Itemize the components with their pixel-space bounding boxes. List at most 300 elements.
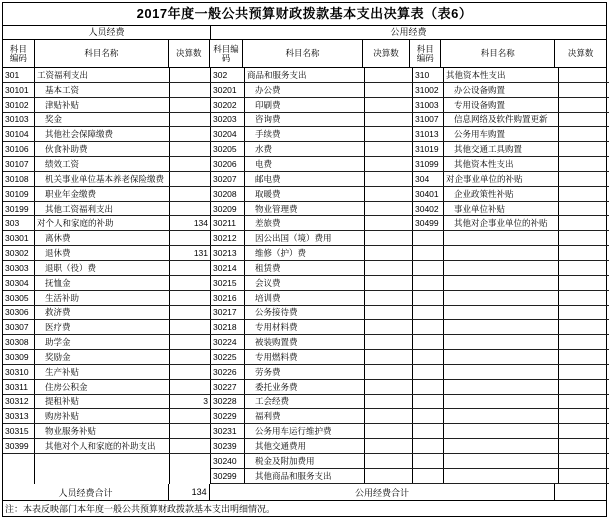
subject-name-cell: 办公费 xyxy=(245,83,365,97)
empty-filler-row xyxy=(3,454,211,484)
subject-code-cell: 30312 xyxy=(3,395,35,409)
subject-name-cell: 邮电费 xyxy=(245,172,365,186)
subject-name-cell: 物业管理费 xyxy=(245,202,365,216)
amount-cell xyxy=(170,142,211,156)
amount-cell xyxy=(365,113,413,127)
table-row xyxy=(211,380,413,395)
subject-code-cell: 30402 xyxy=(413,202,444,216)
table-row xyxy=(211,172,413,187)
subject-code-cell: 30499 xyxy=(413,216,444,230)
subject-code-cell: 30240 xyxy=(211,454,245,468)
subject-name-cell: 离休费 xyxy=(35,231,170,245)
subject-name-cell: 其他交通费用 xyxy=(245,439,365,453)
table-row xyxy=(3,306,211,321)
subject-code-cell: 30303 xyxy=(3,261,35,275)
amount-cell xyxy=(559,113,609,127)
subject-name-cell: 信息网络及软件购置更新 xyxy=(444,113,559,127)
table-title: 2017年度一般公共预算财政拨款基本支出决算表（表6） xyxy=(3,3,606,26)
amount-cell xyxy=(559,395,609,409)
subject-name-cell: 奖金 xyxy=(35,113,170,127)
table-row xyxy=(413,187,609,202)
amount-cell xyxy=(559,83,609,97)
subject-code-cell: 30226 xyxy=(211,365,245,379)
subject-name-cell: 伙食补助费 xyxy=(35,142,170,156)
table-row xyxy=(211,68,413,83)
subject-code-cell: 31002 xyxy=(413,83,444,97)
subject-name-cell: 其他资本性支出 xyxy=(444,157,559,171)
amount-cell xyxy=(559,335,609,349)
column-header-public-left-amount: 决算数 xyxy=(363,40,411,67)
amount-cell xyxy=(365,335,413,349)
empty-table-row xyxy=(413,395,609,410)
subject-name-cell: 工资福利支出 xyxy=(35,68,170,82)
amount-cell xyxy=(559,187,609,201)
column-header-personnel-code: 科目编码 xyxy=(3,40,35,67)
subject-name-cell: 职业年金缴费 xyxy=(35,187,170,201)
section-header-public: 公用经费 xyxy=(390,27,427,37)
subject-name-cell: 差旅费 xyxy=(245,216,365,230)
amount-cell xyxy=(365,395,413,409)
subject-name-cell: 事业单位补贴 xyxy=(444,202,559,216)
subject-code-cell: 30313 xyxy=(3,409,35,423)
table-body xyxy=(3,68,606,484)
amount-cell xyxy=(559,172,609,186)
amount-cell xyxy=(559,246,609,260)
subject-name-cell: 培训费 xyxy=(245,291,365,305)
subject-name-cell: 税金及附加费用 xyxy=(245,454,365,468)
subject-code-cell: 303 xyxy=(3,216,35,230)
subject-name-cell xyxy=(444,276,559,290)
table-row xyxy=(211,320,413,335)
subject-code-cell: 30101 xyxy=(3,83,35,97)
subject-name-cell: 电费 xyxy=(245,157,365,171)
subject-code-cell: 30109 xyxy=(3,187,35,201)
subject-code-cell: 30308 xyxy=(3,335,35,349)
table-row xyxy=(413,83,609,98)
table-row xyxy=(211,113,413,128)
subject-name-cell: 退休费 xyxy=(35,246,170,260)
empty-table-row xyxy=(413,454,609,469)
subject-code-cell: 31019 xyxy=(413,142,444,156)
subject-name-cell xyxy=(444,380,559,394)
subject-code-cell: 30204 xyxy=(211,127,245,141)
subject-name-cell: 其他交通工具购置 xyxy=(444,142,559,156)
table-row xyxy=(211,439,413,454)
empty-table-row xyxy=(413,320,609,335)
amount-cell xyxy=(365,172,413,186)
column-header-row xyxy=(3,40,606,68)
subject-name-cell: 委托业务费 xyxy=(245,380,365,394)
amount-cell xyxy=(559,231,609,245)
table-row xyxy=(3,261,211,276)
subject-code-cell: 30205 xyxy=(211,142,245,156)
amount-cell xyxy=(559,261,609,275)
subject-name-cell xyxy=(444,335,559,349)
subject-name-cell: 因公出国（境）费用 xyxy=(245,231,365,245)
subject-code-cell xyxy=(413,439,444,453)
subject-name-cell xyxy=(444,261,559,275)
amount-cell xyxy=(365,469,413,483)
table-row xyxy=(413,172,609,187)
amount-cell xyxy=(365,231,413,245)
amount-cell xyxy=(559,216,609,230)
subject-name-cell: 企业政策性补贴 xyxy=(444,187,559,201)
amount-cell xyxy=(559,142,609,156)
subject-name-cell: 维修（护）费 xyxy=(245,246,365,260)
empty-table-row xyxy=(413,469,609,484)
subject-name-cell xyxy=(444,306,559,320)
subject-name-cell: 对个人和家庭的补助 xyxy=(35,216,170,230)
subject-code-cell xyxy=(413,291,444,305)
subject-name-cell: 津贴补贴 xyxy=(35,98,170,112)
table-row xyxy=(211,127,413,142)
amount-cell xyxy=(559,202,609,216)
amount-cell xyxy=(365,98,413,112)
amount-cell xyxy=(170,113,211,127)
subject-name-cell: 租赁费 xyxy=(245,261,365,275)
subject-code-cell: 30203 xyxy=(211,113,245,127)
subject-code-cell xyxy=(413,276,444,290)
subject-code-cell xyxy=(413,320,444,334)
amount-cell xyxy=(365,424,413,438)
table-row xyxy=(3,276,211,291)
personnel-total-label: 人员经费合计 xyxy=(3,484,169,500)
subject-code-cell: 31003 xyxy=(413,98,444,112)
amount-cell xyxy=(365,246,413,260)
amount-cell xyxy=(365,320,413,334)
subject-code-cell: 304 xyxy=(413,172,444,186)
subject-code-cell: 31099 xyxy=(413,157,444,171)
amount-cell xyxy=(170,291,211,305)
table-row xyxy=(211,187,413,202)
subject-code-cell xyxy=(413,454,444,468)
table-row xyxy=(211,409,413,424)
amount-cell xyxy=(365,157,413,171)
amount-cell xyxy=(365,350,413,364)
table-row xyxy=(3,350,211,365)
subject-code-cell: 30231 xyxy=(211,424,245,438)
amount-cell xyxy=(559,380,609,394)
subject-code-cell xyxy=(413,380,444,394)
table-row xyxy=(3,424,211,439)
amount-cell xyxy=(559,350,609,364)
table-row xyxy=(211,424,413,439)
table-row xyxy=(3,142,211,157)
table-row xyxy=(3,98,211,113)
subject-name-cell: 办公设备购置 xyxy=(444,83,559,97)
subject-name-cell: 助学金 xyxy=(35,335,170,349)
amount-cell xyxy=(559,424,609,438)
column-header-public-left-name: 科目名称 xyxy=(243,40,362,67)
amount-cell xyxy=(170,127,211,141)
subject-code-cell xyxy=(413,231,444,245)
subject-name-cell: 商品和服务支出 xyxy=(245,68,365,82)
subject-name-cell: 福利费 xyxy=(245,409,365,423)
footnote: 注：本表反映部门本年度一般公共预算财政拨款基本支出明细情况。 xyxy=(5,504,276,514)
table-row xyxy=(3,113,211,128)
amount-cell xyxy=(170,157,211,171)
amount-cell xyxy=(170,350,211,364)
subject-code-cell: 30228 xyxy=(211,395,245,409)
subject-name-cell: 基本工资 xyxy=(35,83,170,97)
amount-cell xyxy=(170,454,211,484)
subject-code-cell: 310 xyxy=(413,68,444,82)
subject-code-cell: 31007 xyxy=(413,113,444,127)
subject-name-cell xyxy=(35,454,170,484)
subject-name-cell: 工会经费 xyxy=(245,395,365,409)
subject-code-cell: 30225 xyxy=(211,350,245,364)
table-row xyxy=(211,202,413,217)
subject-name-cell: 抚恤金 xyxy=(35,276,170,290)
empty-table-row xyxy=(413,335,609,350)
amount-cell xyxy=(559,469,609,483)
table-row xyxy=(211,261,413,276)
subject-code-cell xyxy=(413,395,444,409)
subject-name-cell xyxy=(444,469,559,483)
subject-code-cell: 30214 xyxy=(211,261,245,275)
empty-table-row xyxy=(413,276,609,291)
amount-cell xyxy=(170,424,211,438)
subject-code-cell: 30217 xyxy=(211,306,245,320)
table-row xyxy=(413,113,609,128)
amount-cell xyxy=(170,172,211,186)
subject-name-cell: 其他社会保障缴费 xyxy=(35,127,170,141)
subject-name-cell: 印刷费 xyxy=(245,98,365,112)
subject-code-cell xyxy=(413,246,444,260)
subject-code-cell: 30399 xyxy=(3,439,35,453)
table-row xyxy=(413,98,609,113)
subject-name-cell xyxy=(444,395,559,409)
subject-name-cell: 专用材料费 xyxy=(245,320,365,334)
amount-cell xyxy=(170,380,211,394)
amount-cell xyxy=(365,439,413,453)
empty-table-row xyxy=(413,409,609,424)
amount-cell xyxy=(365,291,413,305)
subject-code-cell: 30209 xyxy=(211,202,245,216)
empty-table-row xyxy=(413,424,609,439)
amount-cell: 3 xyxy=(170,395,211,409)
subject-name-cell: 物业服务补贴 xyxy=(35,424,170,438)
table-row xyxy=(3,231,211,246)
subject-code-cell: 30103 xyxy=(3,113,35,127)
public-total-value xyxy=(555,484,606,500)
table-row xyxy=(3,409,211,424)
amount-cell xyxy=(365,365,413,379)
amount-cell xyxy=(365,276,413,290)
budget-table xyxy=(2,2,607,517)
subject-name-cell: 专用设备购置 xyxy=(444,98,559,112)
table-row xyxy=(211,395,413,410)
subject-name-cell: 购房补贴 xyxy=(35,409,170,423)
amount-cell xyxy=(365,202,413,216)
subject-code-cell: 30302 xyxy=(3,246,35,260)
empty-table-row xyxy=(413,261,609,276)
empty-table-row xyxy=(413,306,609,321)
subject-code-cell: 30301 xyxy=(3,231,35,245)
subject-code-cell: 302 xyxy=(211,68,245,82)
table-row xyxy=(3,365,211,380)
subject-code-cell: 30104 xyxy=(3,127,35,141)
subject-name-cell: 会议费 xyxy=(245,276,365,290)
subject-code-cell: 30229 xyxy=(211,409,245,423)
subject-code-cell: 30307 xyxy=(3,320,35,334)
table-row xyxy=(3,216,211,231)
amount-cell xyxy=(365,142,413,156)
subject-name-cell: 公务用车运行维护费 xyxy=(245,424,365,438)
subject-name-cell: 退职（役）费 xyxy=(35,261,170,275)
empty-table-row xyxy=(413,231,609,246)
public-right-section xyxy=(413,68,609,484)
table-row xyxy=(413,142,609,157)
table-row xyxy=(211,291,413,306)
amount-cell xyxy=(170,202,211,216)
subject-name-cell: 公务接待费 xyxy=(245,306,365,320)
amount-cell xyxy=(170,276,211,290)
table-row xyxy=(3,172,211,187)
subject-name-cell xyxy=(444,320,559,334)
amount-cell xyxy=(170,306,211,320)
table-row xyxy=(3,380,211,395)
empty-table-row xyxy=(413,439,609,454)
amount-cell xyxy=(559,98,609,112)
amount-cell xyxy=(170,68,211,82)
subject-code-cell: 30201 xyxy=(211,83,245,97)
subject-name-cell: 被装购置费 xyxy=(245,335,365,349)
amount-cell xyxy=(559,276,609,290)
table-row xyxy=(3,157,211,172)
amount-cell xyxy=(170,83,211,97)
subject-name-cell: 公务用车购置 xyxy=(444,127,559,141)
table-row xyxy=(211,454,413,469)
subject-code-cell: 30218 xyxy=(211,320,245,334)
amount-cell: 131 xyxy=(170,246,211,260)
column-header-public-right-code: 科目编码 xyxy=(410,40,441,67)
subject-code-cell: 30310 xyxy=(3,365,35,379)
subject-code-cell: 30311 xyxy=(3,380,35,394)
amount-cell xyxy=(170,365,211,379)
table-row xyxy=(413,202,609,217)
subject-code-cell: 30107 xyxy=(3,157,35,171)
subject-name-cell xyxy=(444,424,559,438)
subject-code-cell: 30199 xyxy=(3,202,35,216)
amount-cell xyxy=(170,187,211,201)
amount-cell xyxy=(365,261,413,275)
subject-code-cell: 30108 xyxy=(3,172,35,186)
subject-name-cell xyxy=(444,291,559,305)
table-row xyxy=(3,439,211,454)
table-row xyxy=(3,83,211,98)
subject-name-cell: 生产补贴 xyxy=(35,365,170,379)
table-row xyxy=(211,246,413,261)
subject-code-cell xyxy=(413,261,444,275)
amount-cell xyxy=(365,454,413,468)
table-row xyxy=(211,306,413,321)
subject-code-cell xyxy=(413,469,444,483)
amount-cell xyxy=(170,409,211,423)
amount-cell xyxy=(170,335,211,349)
table-row xyxy=(3,320,211,335)
amount-cell xyxy=(559,68,609,82)
amount-cell xyxy=(365,306,413,320)
amount-cell xyxy=(365,83,413,97)
subject-name-cell: 专用燃料费 xyxy=(245,350,365,364)
amount-cell xyxy=(559,320,609,334)
amount-cell xyxy=(559,127,609,141)
subject-code-cell: 30401 xyxy=(413,187,444,201)
column-header-personnel-name: 科目名称 xyxy=(35,40,169,67)
subject-code-cell: 30306 xyxy=(3,306,35,320)
table-row xyxy=(3,395,211,410)
section-header-personnel: 人员经费 xyxy=(3,26,211,39)
subject-name-cell: 水费 xyxy=(245,142,365,156)
table-row xyxy=(211,469,413,484)
subject-name-cell: 救济费 xyxy=(35,306,170,320)
subject-name-cell: 其他商品和服务支出 xyxy=(245,469,365,483)
table-row xyxy=(211,83,413,98)
table-row xyxy=(211,335,413,350)
subject-name-cell: 提租补贴 xyxy=(35,395,170,409)
subject-code-cell: 30202 xyxy=(211,98,245,112)
amount-cell xyxy=(559,157,609,171)
amount-cell xyxy=(365,409,413,423)
section-header-row xyxy=(3,26,606,40)
subject-code-cell: 30305 xyxy=(3,291,35,305)
subject-code-cell xyxy=(413,365,444,379)
subject-code-cell: 30239 xyxy=(211,439,245,453)
amount-cell: 134 xyxy=(170,216,211,230)
subject-name-cell xyxy=(444,454,559,468)
subject-name-cell xyxy=(444,350,559,364)
subject-code-cell: 31013 xyxy=(413,127,444,141)
table-row xyxy=(3,202,211,217)
subject-name-cell: 咨询费 xyxy=(245,113,365,127)
subject-name-cell xyxy=(444,365,559,379)
amount-cell xyxy=(170,261,211,275)
amount-cell xyxy=(559,439,609,453)
column-header-personnel-amount: 决算数 xyxy=(169,40,210,67)
table-row xyxy=(3,291,211,306)
table-row xyxy=(211,157,413,172)
column-header-public-left-code: 科目编码 xyxy=(210,40,244,67)
personnel-section xyxy=(3,68,211,484)
table-row xyxy=(211,216,413,231)
subject-name-cell: 机关事业单位基本养老保险缴费 xyxy=(35,172,170,186)
subject-name-cell: 劳务费 xyxy=(245,365,365,379)
table-row xyxy=(211,142,413,157)
subject-name-cell: 对企事业单位的补贴 xyxy=(444,172,559,186)
table-row xyxy=(3,187,211,202)
subject-name-cell: 其他资本性支出 xyxy=(444,68,559,82)
amount-cell xyxy=(365,216,413,230)
table-row xyxy=(3,127,211,142)
amount-cell xyxy=(365,380,413,394)
amount-cell xyxy=(170,439,211,453)
subject-code-cell: 30309 xyxy=(3,350,35,364)
empty-table-row xyxy=(413,291,609,306)
table-row xyxy=(413,216,609,231)
table-row xyxy=(211,350,413,365)
subject-name-cell: 其他对企事业单位的补贴 xyxy=(444,216,559,230)
subject-code-cell xyxy=(413,306,444,320)
subject-code-cell: 30206 xyxy=(211,157,245,171)
amount-cell xyxy=(559,454,609,468)
subject-code-cell xyxy=(413,350,444,364)
empty-table-row xyxy=(413,380,609,395)
subject-code-cell xyxy=(413,424,444,438)
subject-code-cell: 30212 xyxy=(211,231,245,245)
table-row xyxy=(3,246,211,261)
subject-code-cell xyxy=(3,454,35,484)
